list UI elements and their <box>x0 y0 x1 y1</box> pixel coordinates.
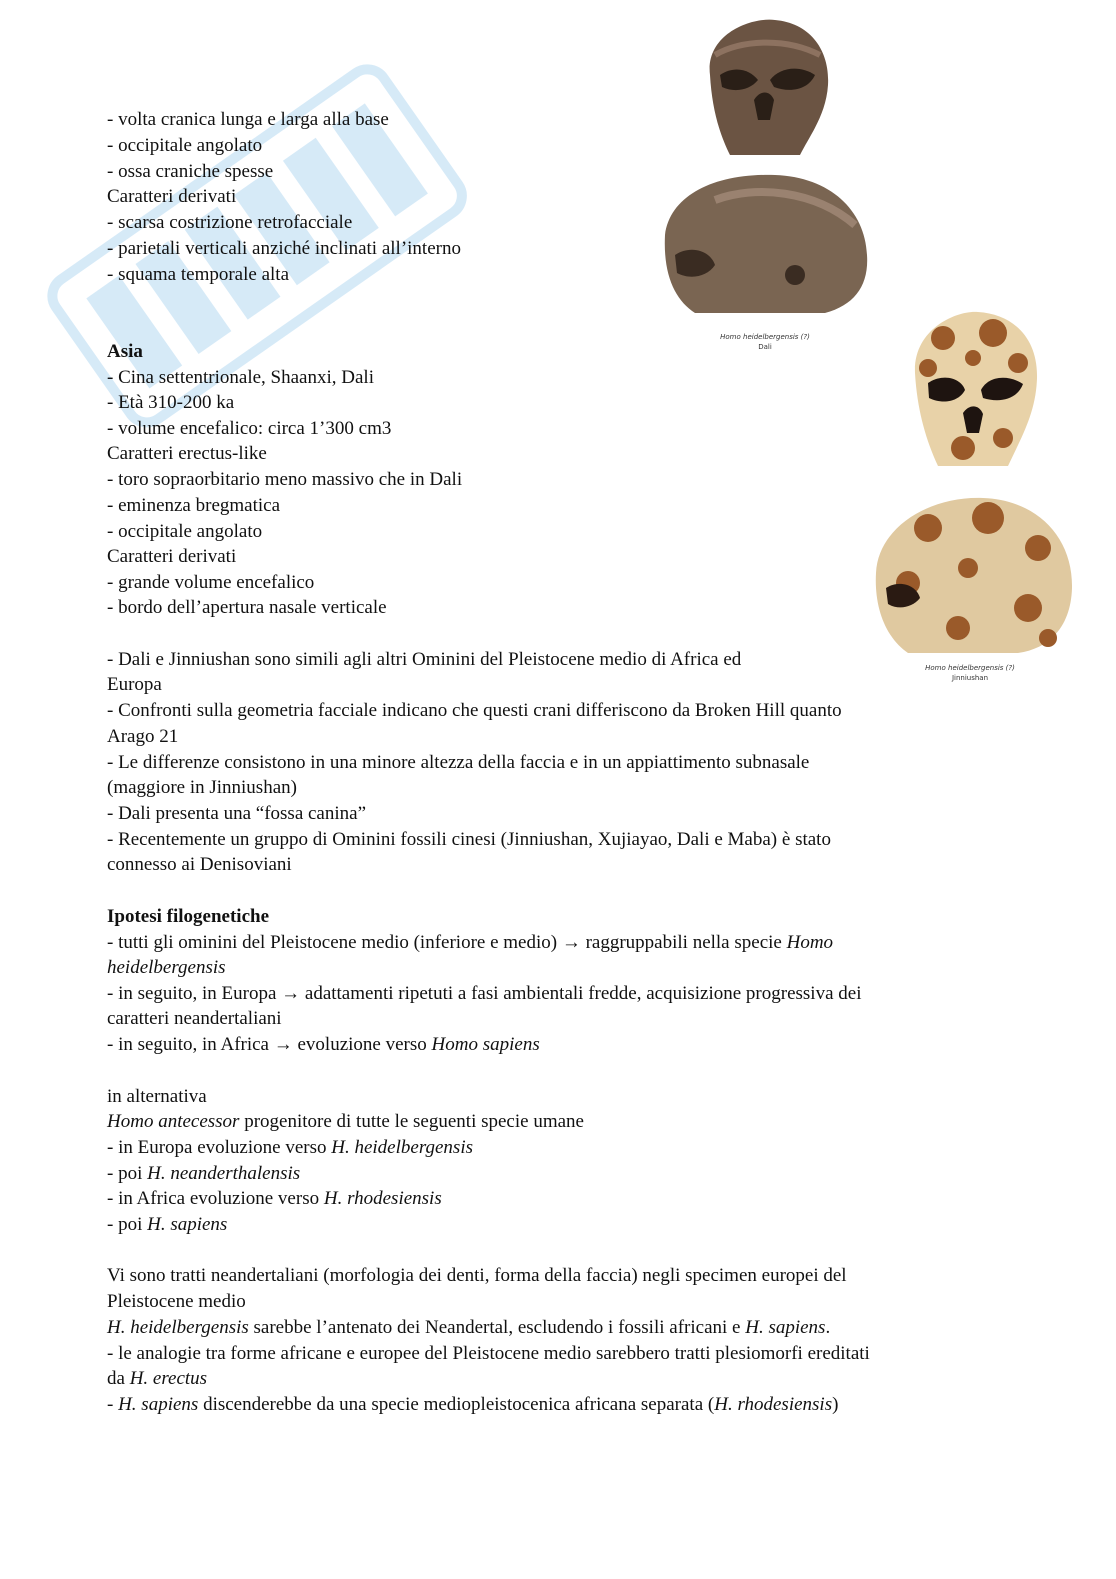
text-span: - <box>107 1394 119 1415</box>
text-line: - squama temporale alta <box>107 264 290 285</box>
text-line: - Dali e Jinniushan sono simili agli altri Ominini del Pleistocene medio di Africa ed <box>107 649 742 670</box>
text-line: - bordo dell’apertura nasale verticale <box>107 597 387 618</box>
text-span: - poi <box>107 1214 148 1235</box>
text-line <box>107 1109 584 1135</box>
species-name: Homo <box>786 932 834 953</box>
text-span: progenitore di tutte le seguenti specie umane <box>239 1111 584 1132</box>
species-name: H. heidelbergensis <box>107 1317 249 1338</box>
text-line <box>107 1315 830 1341</box>
species-name: H. rhodesiensis <box>323 1188 442 1209</box>
subheading: Caratteri derivati <box>107 546 237 567</box>
text-line <box>107 1135 473 1161</box>
species-name: heidelbergensis <box>107 957 226 978</box>
jinniushan-skull-lateral-image <box>868 488 1076 656</box>
text-line <box>107 1212 227 1238</box>
text-line: caratteri neandertaliani <box>107 1008 282 1029</box>
text-line: - volume encefalico: circa 1’300 cm3 <box>107 418 392 439</box>
text-span: - poi <box>107 1163 148 1184</box>
text-line: Arago 21 <box>107 726 179 747</box>
text-line <box>107 1032 540 1058</box>
dali-caption-site: Dali <box>758 343 772 351</box>
species-name: H. rhodesiensis <box>714 1394 833 1415</box>
text-span: . <box>825 1317 831 1338</box>
dali-skull-lateral-image <box>655 165 875 320</box>
jinniushan-caption-species: Homo heidelbergensis (?) <box>925 664 1015 672</box>
text-line: Europa <box>107 674 162 695</box>
hypotheses-heading: Ipotesi filogenetiche <box>107 906 270 927</box>
text-span: da <box>107 1368 130 1389</box>
text-line: in alternativa <box>107 1086 207 1107</box>
jinniushan-caption <box>905 663 1035 683</box>
text-span: - in Europa evoluzione verso <box>107 1137 332 1158</box>
jinniushan-caption-site: Jinniushan <box>951 674 989 682</box>
text-line: - scarsa costrizione retrofacciale <box>107 212 353 233</box>
species-name: Homo sapiens <box>431 1034 540 1055</box>
species-name: H. sapiens <box>745 1317 826 1338</box>
text-line: - in seguito, in Europa → adattamenti ripetuti a fasi ambientali fredde, acquisizione progressiva dei <box>107 983 862 1004</box>
text-line: - occipitale angolato <box>107 135 263 156</box>
subheading: Caratteri erectus-like <box>107 443 267 464</box>
text-line: - ossa craniche spesse <box>107 161 274 182</box>
text-line: - Le differenze consistono in una minore altezza della faccia e in un appiattimento subnasale <box>107 752 810 773</box>
dali-skull-frontal-image <box>690 15 835 160</box>
text-line <box>107 1392 838 1418</box>
text-line: connesso ai Denisoviani <box>107 854 292 875</box>
text-line: - Cina settentrionale, Shaanxi, Dali <box>107 367 374 388</box>
text-line: - le analogie tra forme africane e europee del Pleistocene medio sarebbero tratti plesiomorfi ereditati <box>107 1343 870 1364</box>
text-line: - occipitale angolato <box>107 521 263 542</box>
text-span: sarebbe l’antenato dei Neandertal, escludendo i fossili africani e <box>248 1317 746 1338</box>
text-line: - eminenza bregmatica <box>107 495 281 516</box>
text-span: discenderebbe da una specie mediopleistocenica africana separata ( <box>198 1394 715 1415</box>
species-name: Homo antecessor <box>107 1111 240 1132</box>
text-line <box>107 1186 442 1212</box>
text-span: - in seguito, in Africa → evoluzione verso <box>107 1034 432 1055</box>
text-line: Pleistocene medio <box>107 1291 246 1312</box>
text-line: Vi sono tratti neandertaliani (morfologia dei denti, forma della faccia) negli specimen europei del <box>107 1265 847 1286</box>
text-line: (maggiore in Jinniushan) <box>107 777 297 798</box>
text-line: - parietali verticali anziché inclinati all’interno <box>107 238 461 259</box>
text-line: - Recentemente un gruppo di Ominini fossili cinesi (Jinniushan, Xujiayao, Dali e Maba) è stato <box>107 829 831 850</box>
text-line: - Confronti sulla geometria facciale indicano che questi crani differiscono da Broken Hill quanto <box>107 700 842 721</box>
asia-heading: Asia <box>107 341 143 362</box>
species-name: H. erectus <box>129 1368 208 1389</box>
jinniushan-skull-frontal-image <box>903 308 1043 470</box>
species-name: H. neanderthalensis <box>147 1163 301 1184</box>
species-name: H. sapiens <box>147 1214 228 1235</box>
text-line: - Età 310-200 ka <box>107 392 235 413</box>
text-line <box>107 930 833 956</box>
text-line <box>107 1366 207 1392</box>
text-span: - tutti gli ominini del Pleistocene medio (inferiore e medio) → raggruppabili nella specie <box>107 932 787 953</box>
text-span: ) <box>832 1394 839 1415</box>
text-line <box>107 1161 300 1187</box>
dali-caption-species: Homo heidelbergensis (?) <box>720 333 810 341</box>
text-line: - grande volume encefalico <box>107 572 315 593</box>
text-line: - toro sopraorbitario meno massivo che in Dali <box>107 469 463 490</box>
subheading: Caratteri derivati <box>107 186 237 207</box>
text-line: - Dali presenta una “fossa canina” <box>107 803 367 824</box>
dali-caption <box>700 332 830 352</box>
text-span: - in Africa evoluzione verso <box>107 1188 324 1209</box>
species-name: H. heidelbergensis <box>331 1137 474 1158</box>
text-line: - volta cranica lunga e larga alla base <box>107 109 389 130</box>
species-name: H. sapiens <box>118 1394 199 1415</box>
